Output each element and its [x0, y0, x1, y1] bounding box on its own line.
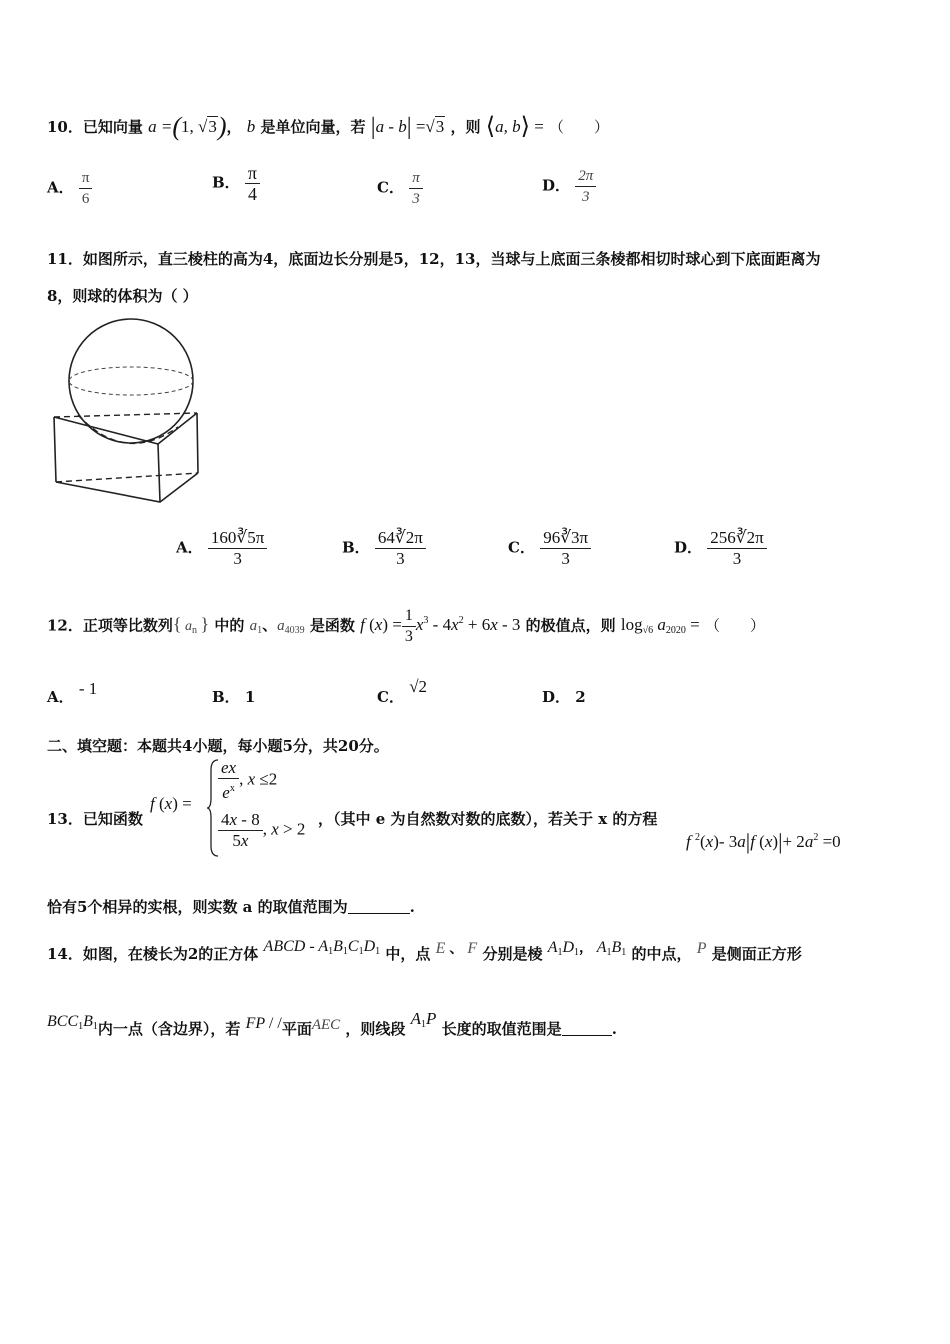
- option-label: B．: [212, 173, 240, 192]
- q10-paren: （ ）: [549, 118, 610, 136]
- denominator: 3: [396, 549, 405, 568]
- option-label: D．: [674, 538, 703, 557]
- q14-text-point: 中，点: [385, 945, 431, 963]
- q13-piece2: $\frac{4x - 8}{5x}$ , x > 2: [218, 810, 305, 851]
- q10-option-a[interactable]: [47, 168, 92, 209]
- q10-option-d[interactable]: [542, 166, 596, 207]
- option-label: D．: [542, 688, 571, 706]
- option-label: C．: [377, 688, 404, 706]
- q14-text-face: 是侧面正方形: [711, 945, 802, 963]
- q12-sequence: { $a_n$ }: [172, 614, 210, 637]
- numerator: π: [79, 168, 93, 189]
- denominator: 3: [561, 549, 570, 568]
- numerator: π: [409, 168, 423, 189]
- q13-function-name: f (x) =: [150, 794, 192, 813]
- option-label: B．: [342, 538, 370, 557]
- numerator: π: [245, 163, 260, 184]
- q14-number: 14．如图，在棱长为2的正方体: [47, 945, 259, 963]
- q14-line2: [47, 1009, 617, 1040]
- q13-piece1: $\frac{ex}{e^x}$ , x ≤2: [218, 758, 277, 803]
- q14-points: E 、 F: [435, 940, 478, 957]
- q13-text-where: ，（其中 e 为自然数对数的底数），若关于 x 的方程: [318, 810, 658, 828]
- option-value: 1: [244, 688, 256, 706]
- q12-paren: （ ）: [704, 616, 765, 635]
- q14-line1: [47, 938, 802, 965]
- denominator: 3: [233, 549, 242, 568]
- q12-option-b[interactable]: [212, 686, 255, 707]
- q13-period: .: [409, 898, 415, 916]
- q11-line1: 11．如图所示，直三棱柱的高为4，底面边长分别是5，12，13，当球与上底面三条棱都相切时球心到下底面距离为: [47, 250, 821, 268]
- denominator: 6: [81, 191, 90, 207]
- q11-line2: 8，则球的体积为（ ）: [47, 287, 198, 305]
- q14-segment: $A_1P$: [410, 1009, 437, 1030]
- q12-terms: $a_1$、$a_{4039}$: [249, 616, 305, 637]
- option-label: A．: [176, 538, 203, 557]
- option-value: √2: [409, 677, 428, 696]
- q14-period: .: [611, 1020, 617, 1038]
- section-heading: 二、填空题：本题共4小题，每小题5分，共20分。: [47, 737, 389, 755]
- q12-stem: [47, 606, 765, 647]
- q11-option-b[interactable]: [342, 528, 426, 569]
- q14-text-edges: 分别是棱: [482, 945, 543, 963]
- option-fraction: [540, 528, 591, 569]
- q14-text-midpoint: 的中点，: [631, 945, 692, 963]
- q13-question-text: 恰有5个相异的实根，则实数 a 的取值范围为: [47, 898, 348, 916]
- numerator: 64∛2π: [375, 528, 426, 549]
- option-label: B．: [212, 688, 240, 706]
- numerator: 160∛5π: [208, 528, 267, 549]
- denominator: 3: [412, 191, 420, 207]
- q12-function: f (x) = $\frac{1}{3}$ $x^3 - 4x^2 + 6x - 3$: [360, 607, 521, 645]
- q13-number: 13．已知函数: [47, 810, 143, 828]
- q10-angle: ⟨a, b⟩ =: [485, 114, 544, 140]
- q14-text-segment: ，则线段: [345, 1020, 406, 1038]
- option-fraction: [375, 528, 426, 569]
- q14-text-inside: 内一点（含边界），若: [97, 1020, 241, 1038]
- q14-face: $BCC_1B_1$: [47, 1013, 98, 1032]
- prism-top-front: [54, 413, 197, 444]
- q14-point-p: P: [696, 940, 707, 957]
- q10-condition: |a - b| =√3: [370, 114, 445, 140]
- prism-edge-left: [54, 417, 56, 482]
- option-label: A．: [47, 178, 74, 197]
- q12-text-of: 中的: [214, 616, 245, 635]
- q14-condition-plane: 平面: [281, 1020, 312, 1038]
- q11-option-d[interactable]: [674, 528, 767, 569]
- numerator: 2π: [575, 166, 596, 187]
- option-label: D．: [542, 176, 571, 195]
- q13-answer-blank[interactable]: [348, 899, 410, 914]
- option-fraction: [707, 528, 766, 569]
- q14-plane-aec: AEC: [311, 1017, 341, 1033]
- q10-number: 10．已知向量: [47, 118, 143, 136]
- option-label: C．: [508, 538, 535, 557]
- q13-line2: [47, 896, 415, 917]
- prism-bottom-back: [56, 473, 198, 482]
- q10-vector-b: b: [246, 117, 256, 136]
- option-label: C．: [377, 178, 404, 197]
- option-label: A．: [47, 688, 74, 706]
- q14-text-range: 长度的取值范围是: [441, 1020, 562, 1038]
- q10-option-c[interactable]: [377, 168, 423, 209]
- option-fraction: [79, 168, 93, 209]
- q14-answer-blank[interactable]: [562, 1021, 612, 1036]
- option-fraction: [208, 528, 267, 569]
- denominator: 3: [732, 549, 742, 568]
- q14-condition-fp: FP / /: [245, 1015, 282, 1032]
- q10-stem: [47, 112, 609, 142]
- q12-option-c[interactable]: [377, 677, 428, 707]
- option-value: 2: [575, 688, 586, 706]
- q10-comma: ，: [226, 118, 242, 136]
- denominator: 4: [247, 184, 257, 204]
- q10-text-then: ，则: [450, 118, 481, 136]
- q13-equation: f $^2$(x)- 3a|f $(x)|+ 2a^2 =0$: [686, 829, 841, 854]
- option-fraction: [575, 166, 596, 207]
- q12-text-extreme: 的极值点，则: [525, 616, 616, 635]
- prism-edge-front: [158, 444, 160, 502]
- numerator: 96∛3π: [540, 528, 591, 549]
- option-fraction: [245, 163, 260, 204]
- option-fraction: [409, 168, 423, 209]
- sphere-prism-figure: [50, 315, 210, 507]
- q10-option-b[interactable]: [212, 163, 260, 204]
- option-value: - 1: [78, 679, 98, 698]
- prism-top-back: [54, 413, 197, 417]
- q12-option-a[interactable]: [47, 679, 98, 707]
- q14-cube: ABCD - $A_1B_1C_1D_1$: [263, 938, 381, 957]
- q10-text-unit: 是单位向量，若: [260, 118, 366, 136]
- prism-edge-right: [197, 413, 198, 473]
- sphere-equator: [69, 367, 193, 395]
- q11-option-a[interactable]: [176, 528, 267, 569]
- q12-log-expr: $\log_{√6} a_{2020}$ =: [620, 615, 700, 637]
- q10-vector-a: a =(1, √3): [148, 112, 227, 141]
- q12-option-d[interactable]: [542, 686, 586, 707]
- q12-number: 12．正项等比数列: [47, 616, 173, 635]
- denominator: 3: [582, 189, 590, 205]
- q14-edges: $A_1D_1$， $A_1B_1$: [547, 939, 627, 958]
- numerator: 256∛2π: [707, 528, 766, 549]
- q11-option-c[interactable]: [508, 528, 591, 569]
- q12-text-is: 是函数: [309, 616, 355, 635]
